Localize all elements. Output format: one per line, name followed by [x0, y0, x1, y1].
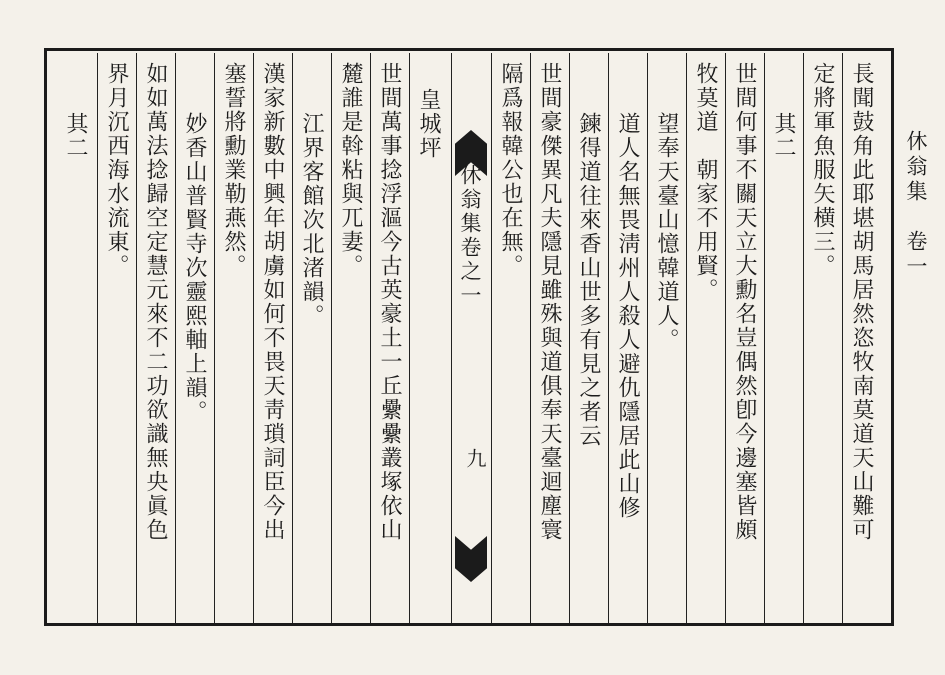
column-rule — [331, 53, 332, 623]
center-fold-strip — [455, 56, 487, 620]
text-column: 界月沉西海水流東。 — [104, 62, 129, 278]
text-column: 江界客館次北渚韻。 — [299, 112, 324, 328]
text-column: 妙香山普賢寺次靈熙軸上韻。 — [182, 112, 207, 424]
column-rule — [491, 53, 492, 623]
text-column: 麓誰是斡粘與兀妻。 — [338, 62, 363, 278]
text-column: 望奉天臺山憶韓道人。 — [654, 112, 679, 352]
text-column: 皇城坪 — [416, 88, 441, 160]
column-rule — [370, 53, 371, 623]
text-column: 其二 — [63, 112, 88, 160]
column-rule — [569, 53, 570, 623]
column-rule — [803, 53, 804, 623]
column-rule — [292, 53, 293, 623]
text-column: 其二 — [771, 112, 796, 160]
running-head: 休翁集 卷一 — [904, 130, 928, 280]
column-rule — [647, 53, 648, 623]
column-rule — [253, 53, 254, 623]
page-number: 九 — [463, 448, 487, 468]
text-column: 世間何事不關天立大勳名豈偶然卽今邊塞皆頗 — [732, 62, 757, 542]
column-rule — [764, 53, 765, 623]
text-column: 塞誓將勳業勒燕然。 — [221, 62, 246, 278]
column-rule — [409, 53, 410, 623]
text-column: 道人名無畏淸州人殺人避仇隱居此山修 — [615, 112, 640, 520]
column-rule — [97, 53, 98, 623]
column-rule — [725, 53, 726, 623]
column-rule — [530, 53, 531, 623]
center-title: 休翁集卷之一 — [458, 164, 482, 308]
text-column: 鍊得道往來香山世多有見之者云 — [576, 112, 601, 448]
text-column: 定將軍魚服矢横三。 — [810, 62, 835, 278]
text-column: 牧莫道 朝家不用賢。 — [693, 62, 718, 302]
column-rule — [214, 53, 215, 623]
text-column: 隔爲報韓公也在無。 — [498, 62, 523, 278]
column-rule — [842, 53, 843, 623]
fish-tail-bottom-icon — [455, 536, 487, 582]
text-column: 如如萬法捻歸空定慧元來不二功欲識無央眞色 — [143, 62, 168, 542]
text-column: 漢家新數中興年胡虜如何不畏天靑瑣詞臣今出 — [260, 62, 285, 542]
column-rule — [608, 53, 609, 623]
column-rule — [451, 53, 452, 623]
column-rule — [175, 53, 176, 623]
column-rule — [136, 53, 137, 623]
text-column: 長聞鼓角此耶堪胡馬居然恣牧南莫道天山難可 — [849, 62, 874, 542]
column-rule — [686, 53, 687, 623]
text-column: 世間豪傑異凡夫隱見雖殊與道俱奉天臺迴塵寰 — [537, 62, 562, 542]
text-column: 世間萬事捻浮漚今古英豪土一丘纍纍叢塚依山 — [377, 62, 402, 542]
